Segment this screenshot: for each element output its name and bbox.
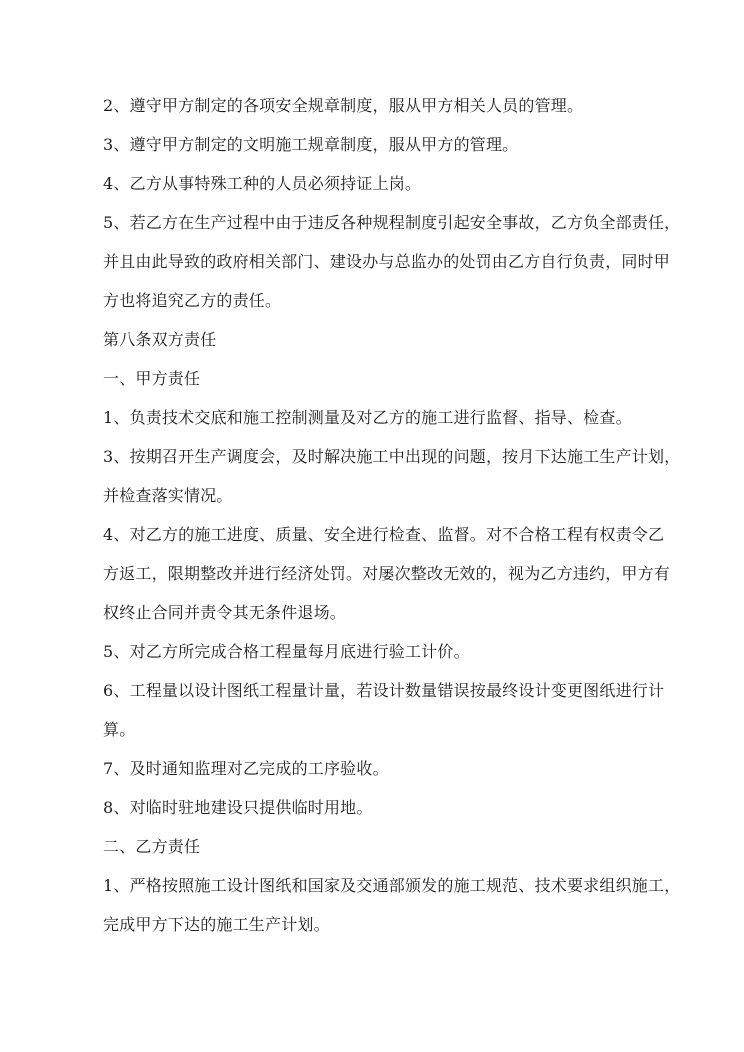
document-line: 1、负责技术交底和施工控制测量及对乙方的施工进行监督、指导、检查。 bbox=[103, 408, 632, 427]
document-line: 3、遵守甲方制定的文明施工规章制度，服从甲方的管理。 bbox=[103, 135, 519, 154]
document-subsection-heading: 一、甲方责任 bbox=[103, 369, 201, 388]
document-line: 4、乙方从事特殊工种的人员必须持证上岗。 bbox=[103, 174, 422, 193]
document-line: 8、对临时驻地建设只提供临时用地。 bbox=[103, 798, 373, 817]
document-line: 5、对乙方所完成合格工程量每月底进行验工计价。 bbox=[103, 642, 470, 661]
document-line: 1、严格按照施工设计图纸和国家及交通部颁发的施工规范、技术要求组织施工， bbox=[103, 876, 681, 895]
document-line: 完成甲方下达的施工生产计划。 bbox=[103, 915, 330, 934]
document-body bbox=[103, 86, 681, 944]
document-line: 并检查落实情况。 bbox=[103, 486, 233, 505]
document-section-heading: 第八条双方责任 bbox=[103, 330, 217, 349]
document-line: 方返工，限期整改并进行经济处罚。对屡次整改无效的，视为乙方违约，甲方有 bbox=[103, 564, 671, 583]
document-line: 方也将追究乙方的责任。 bbox=[103, 291, 282, 310]
document-line: 2、遵守甲方制定的各项安全规章制度，服从甲方相关人员的管理。 bbox=[103, 96, 584, 115]
document-line: 算。 bbox=[103, 720, 136, 739]
document-line: 权终止合同并责令其无条件退场。 bbox=[103, 603, 347, 622]
document-subsection-heading: 二、乙方责任 bbox=[103, 837, 201, 856]
document-line: 4、对乙方的施工进度、质量、安全进行检查、监督。对不合格工程有权责令乙 bbox=[103, 525, 665, 544]
document-line: 7、及时通知监理对乙完成的工序验收。 bbox=[103, 759, 389, 778]
document-line: 6、工程量以设计图纸工程量计量，若设计数量错误按最终设计变更图纸进行计 bbox=[103, 681, 665, 700]
document-line: 3、按期召开生产调度会，及时解决施工中出现的问题，按月下达施工生产计划， bbox=[103, 447, 681, 466]
document-line: 并且由此导致的政府相关部门、建设办与总监办的处罚由乙方自行负责，同时甲 bbox=[103, 252, 671, 271]
document-line: 5、若乙方在生产过程中由于违反各种规程制度引起安全事故，乙方负全部责任， bbox=[103, 213, 681, 232]
